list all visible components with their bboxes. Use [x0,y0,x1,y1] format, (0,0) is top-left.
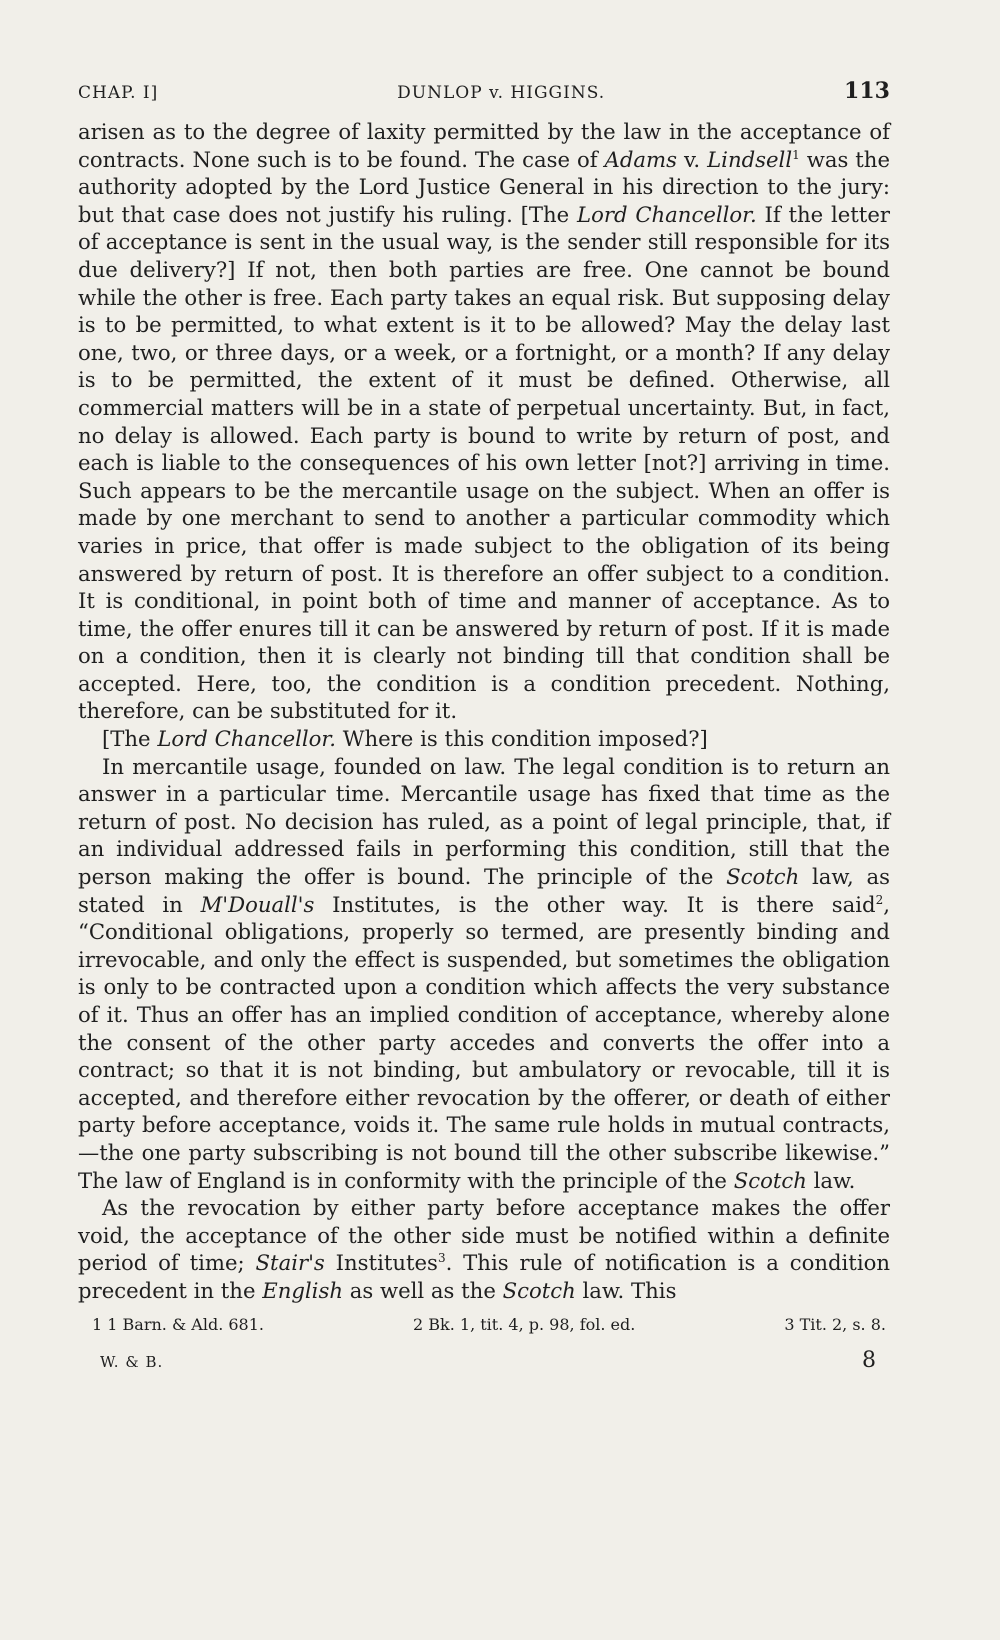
page-footer [78,1348,890,1373]
text-run: arisen as to the degree of laxity permitted by the law in the acceptance of contracts. None such is to be found. The case of [78,119,890,172]
text-run: M'Douall's [200,891,315,917]
footnote-ref: 3 [437,1251,446,1266]
text-run: Lord Chancellor. [577,201,757,227]
text-run: As the revocation by either party before acceptance makes the offer void, the acceptance of the other side must be notified within a definite period of time; [78,1195,890,1276]
body-text [78,118,890,1305]
text-run: Lindsell [707,146,793,172]
text-run: law, as stated in [78,864,890,917]
text-run: In mercantile usage, founded on law. The legal condition is to return an answer in a particular time. Mercantile usage has fixed that time as the return of post. No decision has ruled, as a point of legal principle, that, if an individual addressed fails in performing this condition, still that the person making the offer is bound. The principle of the [78,753,890,890]
footnote-ref: 1 [792,147,800,162]
signature-mark: W. & B. [100,1352,164,1371]
text-run: [The [102,726,158,752]
signature-number: 8 [862,1347,876,1373]
page-number: 113 [844,78,890,104]
paragraph-1 [78,118,890,725]
paragraph-4 [78,1194,890,1304]
text-run: v. [677,146,708,172]
text-run: was the authority adopted by the Lord Justice General in his direction to the jury: but that case does not justify his ruling. [The [78,146,890,227]
paragraph-3 [78,753,890,1195]
running-header [78,78,890,104]
text-run: , “Conditional obligations, properly so termed, are presently binding and irrevocable, and only the effect is suspended, but sometimes the obligation is only to be contracted upon a condition which affects the very substance of it. Thus an offer has an implied condition of acceptance, whereby alone the consent of the other party accedes and converts the offer into a contract; so that it is not binding, but ambulatory or revocable, till it is accepted, and therefore either revocation by the offerer, or death of either party before acceptance, voids it. The same rule holds in mutual contracts,—the one party subscribing is not bound till the other subscribe likewise.” The law of England is in conformity with the principle of the [78,891,890,1193]
text-run: Scotch [733,1167,807,1193]
text-run: law. [806,1167,856,1193]
text-run: Institutes, is the other way. It is there said [314,891,876,917]
footnote-2: 2 Bk. 1, tit. 4, p. 98, fol. ed. [413,1314,636,1334]
chapter-label: CHAP. I] [78,83,159,103]
text-run: as well as the [342,1277,503,1303]
footnote-1: 1 1 Barn. & Ald. 681. [92,1314,264,1334]
footnotes [78,1315,890,1334]
text-run: If the letter of acceptance is sent in the usual way, is the sender still responsible for its due delivery?] If not, then both parties are free. One cannot be bound while the other is free. Each party takes an equal risk. But supposing delay is to be permitted, to what extent is it to be allowed? May the delay last one, two, or three days, or a week, or a fortnight, or a month? If any delay is to be permitted, the extent of it must be defined. Otherwise, all commercial matters will be in a state of perpetual uncertainty. But, in fact, no delay is allowed. Each party is bound to write by return of post, and each is liable to the consequences of his own letter [not?] arriving in time. Such appears to be the mercantile usage on the subject. When an offer is made by one merchant to send to another a particular commodity which varies in price, that offer is made subject to the obligation of its being answered by return of post. It is therefore an offer subject to a condition. It is conditional, in point both of time and manner of acceptance. As to time, the offer enures till it can be answered by return of post. If it is made on a condition, then it is clearly not binding till that condition shall be accepted. Here, too, the condition is a condition precedent. Nothing, therefore, can be substituted for it. [78,201,890,724]
footnote-ref: 2 [875,892,884,907]
footnote-3: 3 Tit. 2, s. 8. [784,1314,886,1334]
text-run: Stair's [255,1250,325,1276]
text-run: Lord Chancellor. [157,726,336,752]
text-run: Institutes [324,1250,438,1276]
text-run: Scotch [502,1277,576,1303]
text-run: . This rule of notification is a condition precedent in the [78,1250,891,1303]
text-run: law. This [575,1277,677,1303]
case-title: DUNLOP v. HIGGINS. [397,83,606,103]
text-run: Where is this condition imposed?] [335,726,708,752]
text-run: Adams [604,146,677,172]
text-run: Scotch [726,864,800,890]
text-run: English [262,1277,343,1303]
paragraph-2 [78,725,890,753]
